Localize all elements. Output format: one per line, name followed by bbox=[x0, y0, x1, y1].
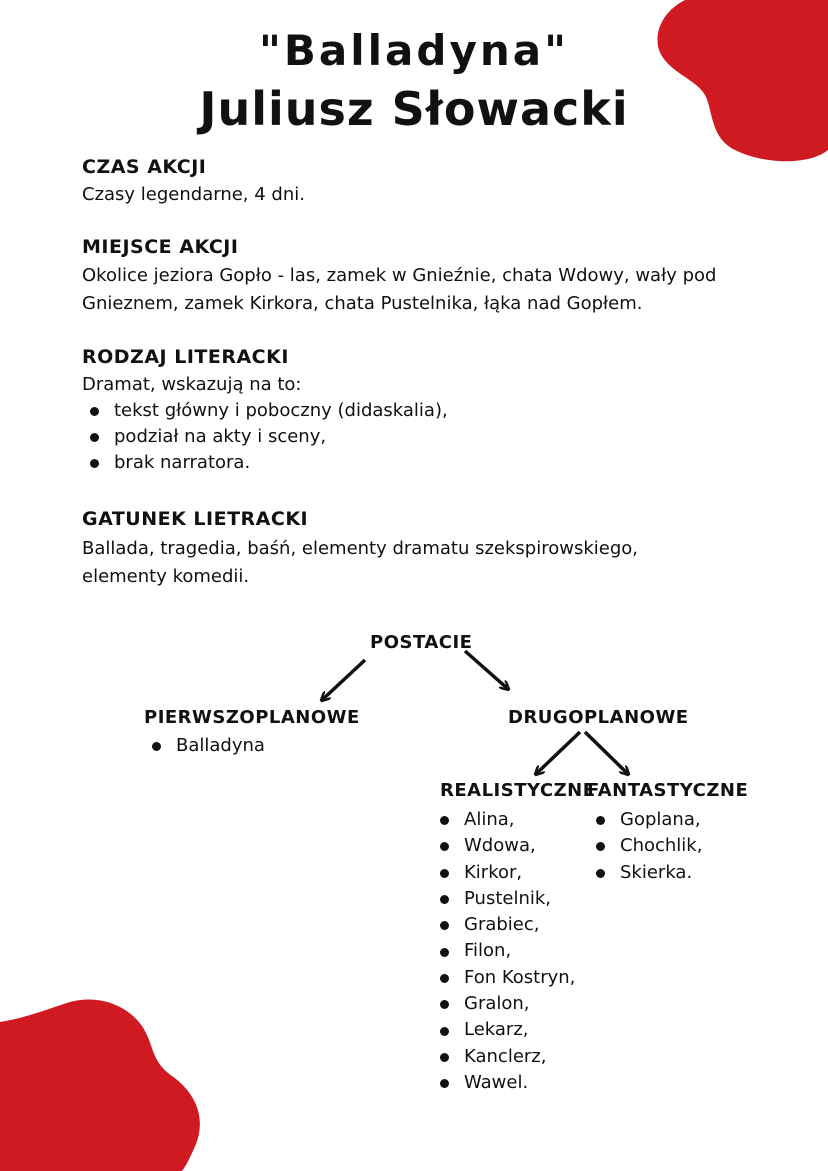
heading-czas-akcji: CZAS AKCJI bbox=[82, 156, 207, 178]
list-item: Gralon, bbox=[432, 991, 575, 1017]
pierwszoplanowe-list bbox=[144, 733, 265, 759]
heading-gatunek-literacki: GATUNEK LIETRACKI bbox=[82, 508, 309, 530]
gatunek-line-1: Ballada, tragedia, baśń, elementy dramatu szekspirowskiego, bbox=[82, 538, 638, 559]
arrow-to-fantastyczne bbox=[585, 732, 628, 774]
list-item: Wawel. bbox=[432, 1070, 575, 1096]
arrow-to-pierwszoplanowe bbox=[322, 660, 365, 700]
list-item: Filon, bbox=[432, 938, 575, 964]
node-realistyczne: REALISTYCZNE bbox=[440, 780, 596, 801]
list-item: Pustelnik, bbox=[432, 886, 575, 912]
gatunek-line-2: elementy komedii. bbox=[82, 566, 250, 587]
list-item: Chochlik, bbox=[588, 833, 702, 859]
list-item: Alina, bbox=[432, 807, 575, 833]
rodzaj-intro: Dramat, wskazują na to: bbox=[82, 374, 302, 395]
list-item: brak narratora. bbox=[82, 450, 448, 476]
miejsce-akcji-line-2: Gnieznem, zamek Kirkora, chata Pustelnika, łąka nad Gopłem. bbox=[82, 293, 643, 314]
czas-akcji-text: Czasy legendarne, 4 dni. bbox=[82, 184, 305, 205]
fantastyczne-list bbox=[588, 807, 702, 886]
list-item: Kanclerz, bbox=[432, 1044, 575, 1070]
node-postacie: POSTACIE bbox=[370, 632, 473, 653]
realistyczne-list bbox=[432, 807, 575, 1096]
list-item: Lekarz, bbox=[432, 1017, 575, 1043]
title-author: Juliusz Słowacki bbox=[199, 82, 629, 136]
miejsce-akcji-line-1: Okolice jeziora Gopło - las, zamek w Gnieźnie, chata Wdowy, wały pod bbox=[82, 265, 717, 286]
node-fantastyczne: FANTASTYCZNE bbox=[587, 780, 749, 801]
heading-rodzaj-literacki: RODZAJ LITERACKI bbox=[82, 346, 289, 368]
list-item: Grabiec, bbox=[432, 912, 575, 938]
list-item: Kirkor, bbox=[432, 860, 575, 886]
list-item: Skierka. bbox=[588, 860, 702, 886]
list-item: Fon Kostryn, bbox=[432, 965, 575, 991]
heading-miejsce-akcji: MIEJSCE AKCJI bbox=[82, 236, 239, 258]
arrow-to-realistyczne bbox=[536, 732, 580, 774]
list-item: Wdowa, bbox=[432, 833, 575, 859]
node-drugoplanowe: DRUGOPLANOWE bbox=[508, 707, 689, 728]
list-item: tekst główny i poboczny (didaskalia), bbox=[82, 398, 448, 424]
arrow-to-drugoplanowe bbox=[465, 651, 508, 689]
list-item: Balladyna bbox=[144, 733, 265, 759]
list-item: podział na akty i sceny, bbox=[82, 424, 448, 450]
list-item: Goplana, bbox=[588, 807, 702, 833]
node-pierwszoplanowe: PIERWSZOPLANOWE bbox=[144, 707, 360, 728]
title-book: "Balladyna" bbox=[259, 26, 569, 75]
